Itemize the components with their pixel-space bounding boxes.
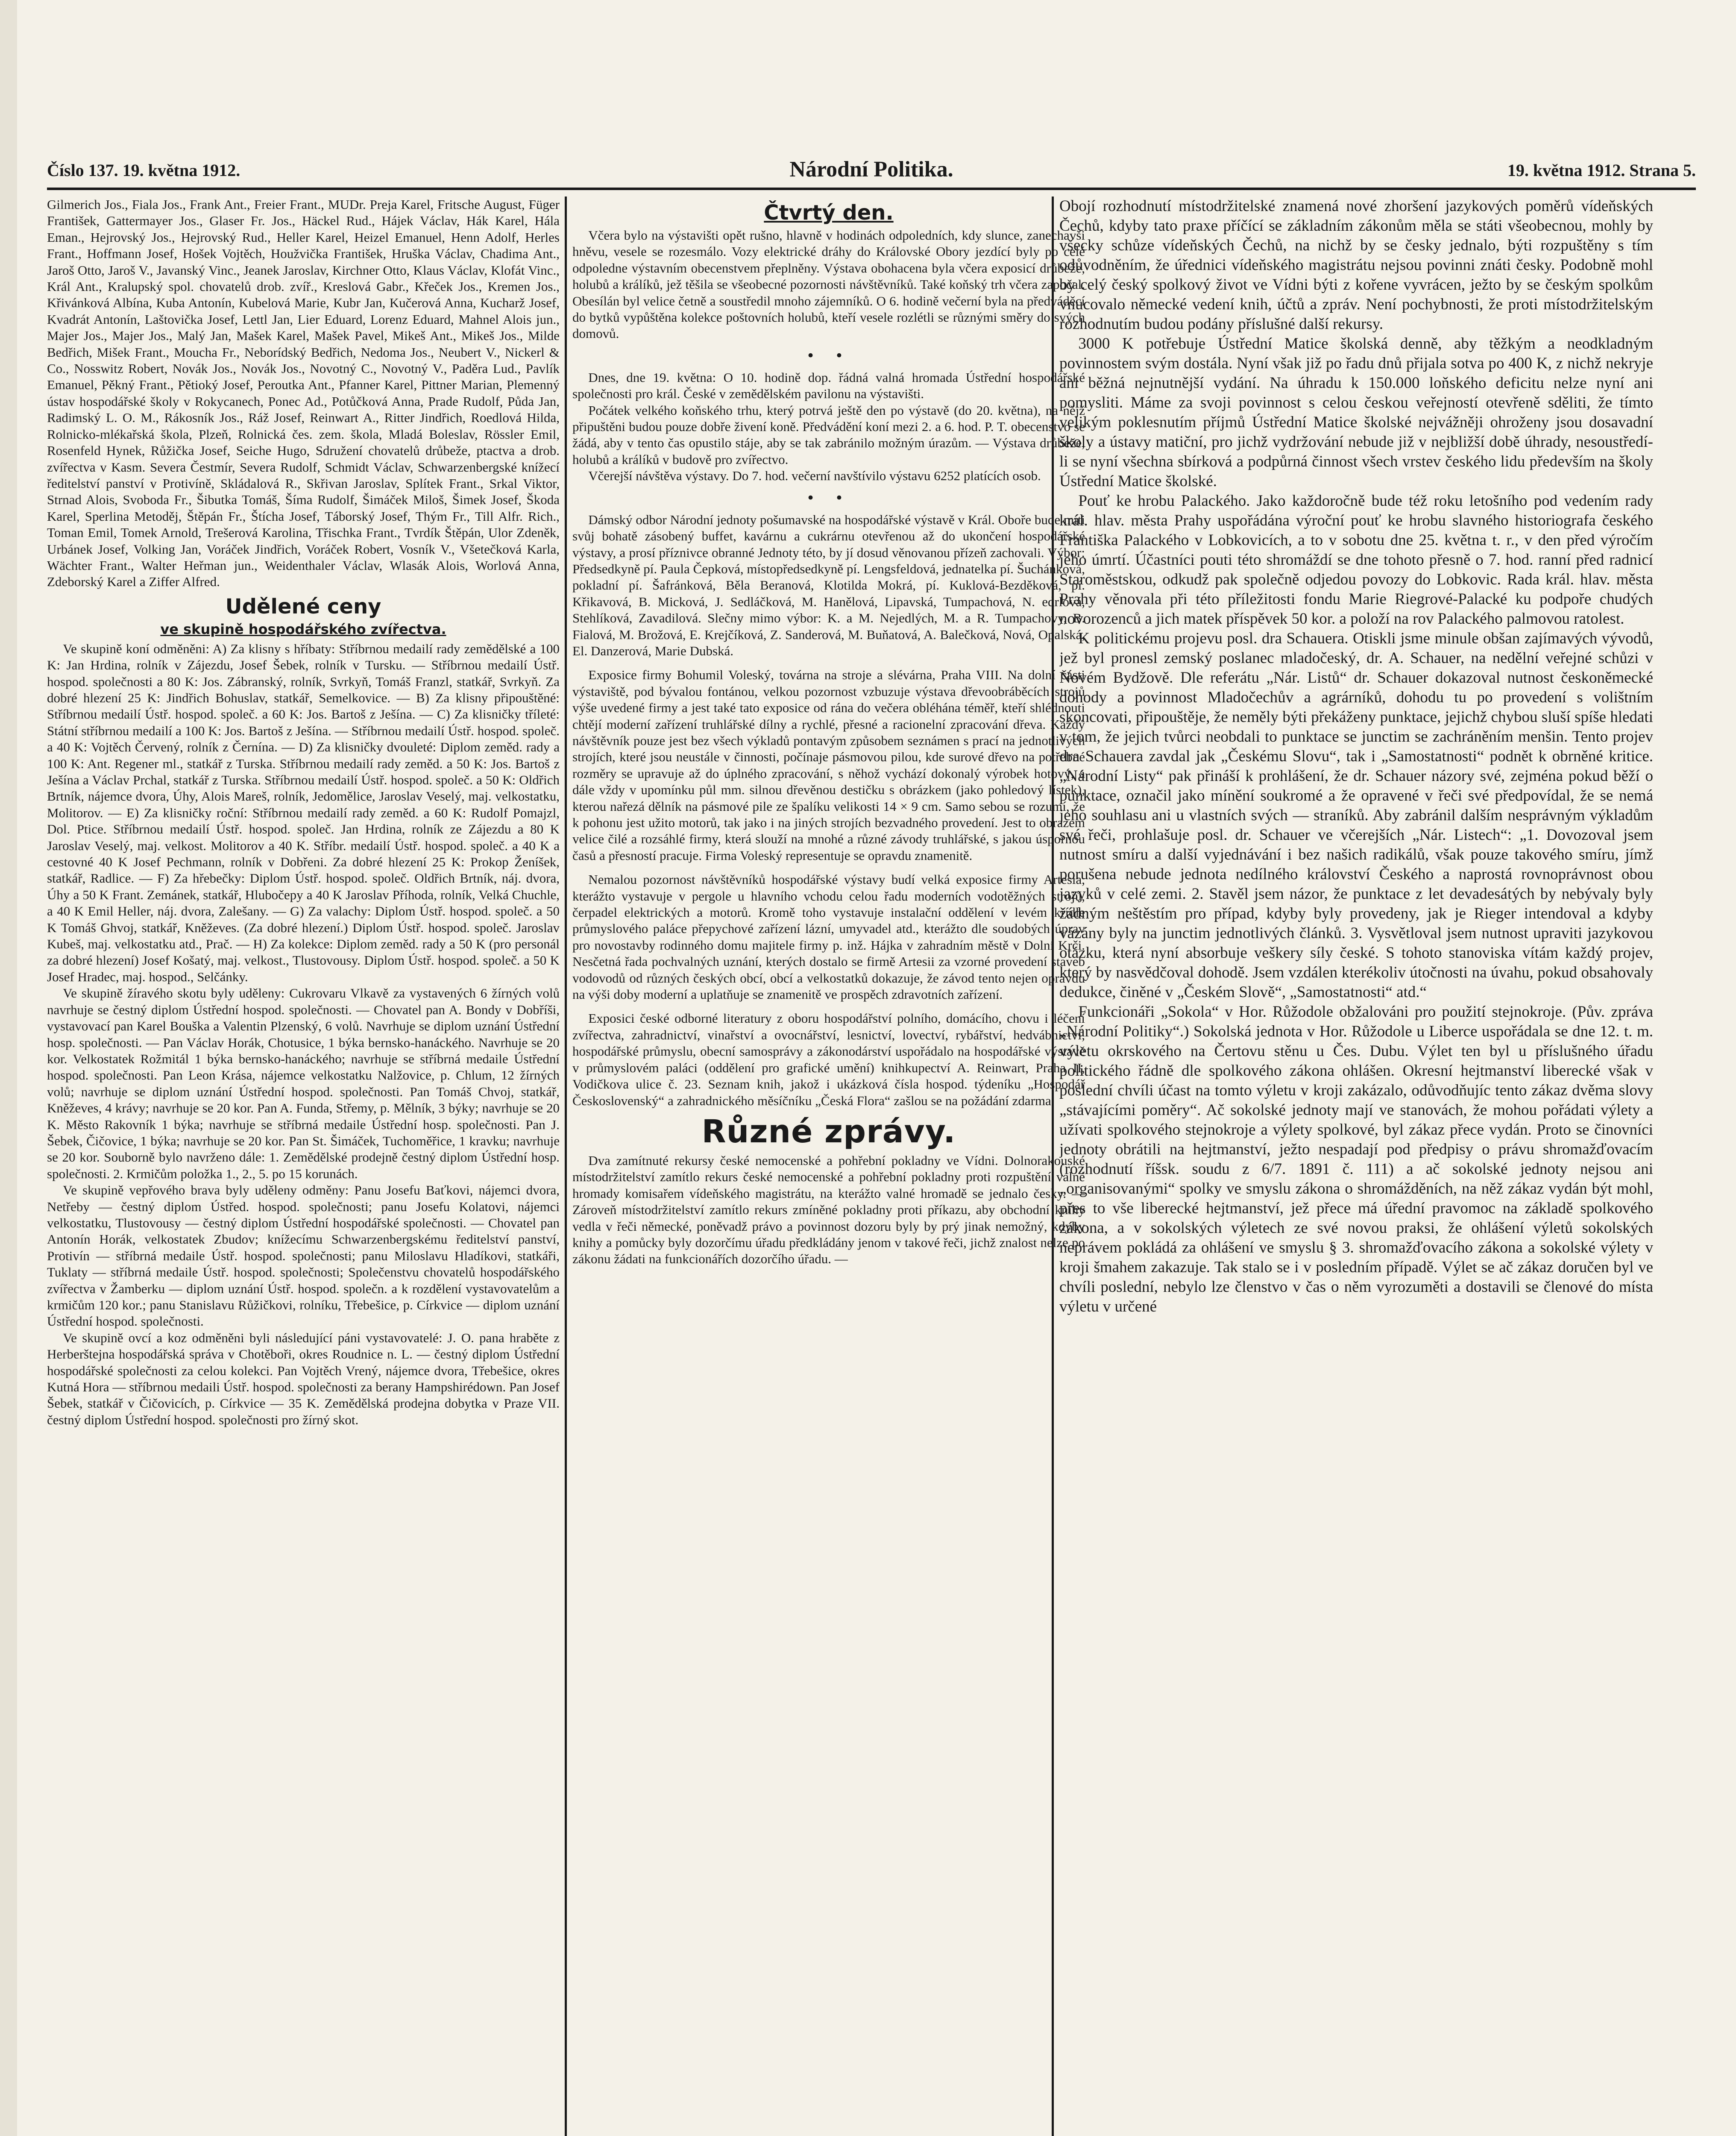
page-header xyxy=(47,156,1696,186)
scan-edge xyxy=(0,0,17,2136)
paragraph: Počátek velkého koňského trhu, který potrvá ještě den po výstavě (do 20. května), na nějž připuštěni budou pouze dobře živení koně. Předvádění koní mezi 2. a 6. hod. P. T. obecenstvo se žádá, aby v tento čas opustilo stáje, aby se tak zabránilo možným úrazům. — Výstava drůbeže, holubů a králíků v budově pro zvířectvo. xyxy=(572,402,1085,467)
section-heading-fourth-day: Čtvrtý den. xyxy=(764,201,894,225)
paragraph: Funkcionáři „Sokola“ v Hor. Růžodole obžalováni pro použití stejnokroje. (Pův. zpráva „Národní Politiky“.) Sokolská jednota v Hor. Růžodole u Liberce uspořádala se dne 12. t. m. výletu okrskového na Čertovu stěnu u Čes. Dubu. Výlet ten byl u příslušného úřadu politického řádně dle spolkového zákona ohlášen. Okresní hejtmanství liberecké však v poslední chvíli účast na tomto výletu v kroji zakázalo, odůvodňujíc tento zákaz dvěma slovy „stávajícími poměry“. Ač sokolské jednoty mají ve stanovách, že mohou pořádati výlety a užívati spolkového stejnokroje a výlety spolkové, byl zákaz přece vydán. Proto se činovníci jednoty obrátili na hejtmanství, ježto nespadají pod předpisy o právu shromažďovacím (rozhodnutí říšsk. soudu z 6/7. 1891 č. 111) a ač sokolské jednoty nejsou ani „organisovanými“ spolky ve smyslu zákona o shromážděních, na něž zákaz vydán být mohl, přes to vše liberecké hejtmanství, jež přece má úřední pravomoc na základě spolkového zákona, a v sokolských výletech ze své novou praksi, že ohlášení výletů sokolských neprávem pokládá za ohlášení ve smyslu § 3. shromažďovacího zákona a sokolské výlety v kroji šmahem zakazuje. Tak stalo se i v posledním případě. Výlet se ač zákaz doručen byl ve chvíli poslední, nebylo lze členstvo v čas o něm vyrozuměti a dostavili se členové do místa výletu v určené xyxy=(1059,1003,1653,1315)
paragraph-literature: Exposici české odborné literatury z oboru hospodářství polního, domácího, chovu i léčení zvířectva, zahradnictví, vinařství a ovocnářství, lesnictví, lovectví, rybářství, hedvábnictví, hospodářské průmyslu, obecní samosprávy a zákonodárství uspořádalo na hospodářské výstavě v průmyslovém paláci (oddělení pro grafické umění) knihkupectví A. Reinwart, Praha II, Vodičkova ulice č. 23. Seznam knih, jakož i ukázková čísla hospod. týdeníku „Hospodář Československý“ a zahradnického měsíčníku „Česká Flora“ zašlou se na požádání zdarma. xyxy=(572,1011,1085,1108)
column-3 xyxy=(1059,197,1653,2136)
separator-dots: • • xyxy=(806,347,851,364)
date-page-right: 19. května 1912. Strana 5. xyxy=(1507,161,1696,180)
exhibitor-list: Gilmerich Jos., Fiala Jos., Frank Ant., Freier Frant., MUDr. Preja Karel, Fritsche August, Füger František, Gattermayer Jos., Glaser Fr. Jos., Häckel Rud., Hájek Václav, Hák Karel, Hála Eman., Hejrovský Jos., Hejrovský Rud., Heller Karel, Heizel Emanuel, Henn Adolf, Herles Frant., Hoffmann Josef, Hošek Vojtěch, Houžvička František, Hruška Václav, Chadima Ant., Jaroš Otto, Jaroš V., Javanský Vinc., Jeanek Jaroslav, Kirchner Otto, Klaus Václav, Klofát Vinc., Král Ant., Kralupský spol. chovatelů drob. zvíř., Kreslová Gabr., Křeček Jos., Kremen Jos., Křivánková Albína, Kuba Antonín, Kubelová Marie, Kubr Jan, Kučerová Anna, Kucharž Josef, Kvadrát Antonín, Laštovička Josef, Lettl Jan, Lier Eduard, Lorenz Eduard, Mahnel Alois jun., Majer Jos., Majer Jos., Malý Jan, Mašek Karel, Mašek Pavel, Mikeš Ant., Mikeš Jos., Milde Bedřich, Mišek Frant., Moucha Fr., Neborídský Bedřich, Nedoma Jos., Neubert V., Nickerl & Co., Nosswitz Robert, Novák Jos., Novák Jos., Novotný C., Novotný V., Paděra Lud., Pavlík Emanuel, Pěkný Frant., Pětioký Josef, Peroutka Ant., Pfanner Karel, Pittner Marian, Plemenný ústav hospodářské školy v Rokycanech, Ponec Ad., Potůčková Anna, Prade Rudolf, Půda Jan, Radimský L. O. M., Rákosník Jos., Ráž Josef, Reinwart A., Ritter Jindřich, Roedlová Hilda, Rolnicko-mlékařská škola, Plzeň, Rolnická čes. zem. škola, Mladá Boleslav, Rössler Emil, Rosenfeld Hynek, Růžička Josef, Seiche Hugo, Sdružení chovatelů drůbeže, ptactva a drob. zvířectva v Kasm. Severa Čestmír, Severa Rudolf, Schmidt Václav, Schwarzenbergské knížecí ředitelství panství v Protivíně, Skládalová R., Skřivan Jaroslav, Splítek Frant., Srkal Viktor, Strnad Alois, Svoboda Fr., Šibutka Tomáš, Šíma Rudolf, Šimáček Miloš, Šimek Josef, Škoda Karel, Sperlina Metoděj, Štěpán Fr., Štícha Josef, Táborský Josef, Thým Fr., Till Alfr. Rich., Toman Emil, Tomek Arnold, Trešerová Karolina, Třischka Frant., Tvrdík Štěpán, Ulor Zdeněk, Urbánek Josef, Volking Jan, Voráček Jindřich, Voráček Robert, Vosník V., Všetečková Karla, Wächter Frant., Walter Heřman jun., Weidenthaler Václav, Wlasák Alois, Worlová Anna, Zdeborský Karel a Ziffer Alfred. xyxy=(47,197,560,590)
paragraph: Pouť ke hrobu Palackého. Jako každoročně bude též roku letošního pod vedením rady král. hlav. města Prahy uspořádána výroční pouť ke hrobu slavného historiografa českého Františka Palackého v Lobkovicích, a to v sobotu dne 25. května t. r., v den před výročím jeho úmrtí. Účastníci pouti této shromáždí se dne tohoto přesně o 7. hod. ranní před radnicí Staroměstskou, odkudž pak společně odjedou povozy do Lobkovic. Rada král. hlav. města Prahy věnovala při této příležitosti fondu Marie Riegrové-Palacké ku podpoře chudých novorozenců a jich matek příspěvek 50 kor. a položí na rov Palackého palmovou ratolest. xyxy=(1059,492,1653,628)
issue-date-left: Číslo 137. 19. května 1912. xyxy=(47,161,240,180)
paragraph: Ve skupině ovcí a koz odměněni byli následující páni vystavovatelé: J. O. pana hraběte z Herberštejna hospodářská správa v Chotěboři, okres Roudnice n. L. — čestný diplom Ústřední hospodářské společnosti za celou kolekci. Pan Vojtěch Vrený, nájemce dvora, Třebešice, okres Kutná Hora — stříbrnou medaili Ústř. hospod. společnosti za berany Hampshirédown. Pan Josef Šebek, statkář v Čičovicích, p. Církvice — 35 K. Zemědělská prodejna dobytka v Praze VII. čestný diplom Ústřední hospod. společnosti pro žírný skot. xyxy=(47,1330,560,1427)
section-heading-awards: Udělené ceny xyxy=(225,594,381,619)
column-2 xyxy=(572,197,1085,2136)
column-1 xyxy=(47,197,560,2136)
paragraph: Ve skupině vepřového brava byly uděleny odměny: Panu Josefu Baťkovi, nájemci dvora, Netřeby — čestný diplom Ústřed. hospod. společnosti; panu Josefu Kolatovi, nájemci velkostatku, Tlustovousy — čestný diplom Ústřední hospodářské společnosti. — Chovatel pan Antonín Horák, velkostatek Zbudov; knížecímu Schwarzenbergskému ředitelství panství, Protivín — stříbrná medaile Ústř. hospod. společnosti; panu Miloslavu Hladíkovi, statkáři, Tuklaty — stříbrná medaile Ústř. hospod. společnosti; Společenstvu chovatelů hospodářského zvířectva v Žamberku — diplom uznání Ústř. hospod. společn. a k rozdělení vystavovatelům a krmičům 120 kor.; panu Stanislavu Růžičkovi, rolníku, Třebešice, p. Církvice — diplom uznání Ústřední hospod. společnosti. xyxy=(47,1182,560,1329)
paragraph: Včera bylo na výstavišti opět rušno, hlavně v hodinách odpoledních, kdy slunce, zanechavši hněvu, vesele se rozesmálo. Vozy elektrické dráhy do Královské Obory jezdící byly po celé odpoledne výstavním obecenstvem přeplněny. Výstava obohacena byla včera exposicí drůbeže, holubů a králíků, jež těšila se všeobecné pozornosti návštěvníků. Také koňský trh včera započal. Obesílán byl velice četně a soustředil mnoho zájemníků. O 6. hodině večerní byla na předváděcí do bytků vypůštěna kolekce poštovních holubů, kteří vesele rozlétli se různými směry do svých domovů. xyxy=(572,228,1085,341)
separator-dots: • • xyxy=(806,489,851,507)
paragraph: Včerejší návštěva výstavy. Do 7. hod. večerní navštívilo výstavu 6252 platících osob. xyxy=(588,468,1041,484)
column-rule xyxy=(565,197,567,2136)
paragraph: Dva zamítnuté rekursy české nemocenské a pohřební pokladny ve Vídni. Dolnorakouské místodržitelství zamítlo rekurs české nemocenské a pohřební pokladny proti rozpuštění valné hromady komisařem vídeňského magistrátu, na kterážto valné hromadě se jednalo česky. — Zároveň místodržitelství zamítlo rekurs zmíněné pokladny proti příkazu, aby obchodní knihy vedla v řeči německé, poněvadž právo a povinnost dozoru byly by prý jinak nemožný, kdyby knihy a pomůcky byly dozorčímu úřadu předkládány jenom v takové řeči, jichž znalost nelze po zákonu žádati na funkcionářích dozorčího úřadu. — xyxy=(572,1153,1085,1267)
section-heading-various-news: Různé zprávy. xyxy=(701,1113,956,1150)
paragraph: K politickému projevu posl. dra Schauera. Otiskli jsme minule obšan zajímavých vývodů, jež byl pronesl zemský poslanec mladočeský, dr. A. Schauer, na nedělní veřejné schůzi v Novém Bydžově. Dle referátu „Nár. Listů“ dr. Schauer dokazoval nutnost českoněmecké dohody a povinnost Mladočechův a agrárníků, dohodu tu po provedení s volištním skoncovati, připouštěje, že neměly býti překáženy punktace, jejichž chybou sluší spíše hledati v tom, že jejich tvůrci neobdali to punktace se junctim se zachráněním menšin. Tento projev dra Schauera zavdal jak „Českému Slovu“, tak i „Samostatnosti“ podnět k obrněné kritice. „Národní Listy“ pak přináší k prohlášení, že dr. Schauer názory své, zejména pokud běží o punktace, označil jako mínění soukromé a že opravené v řeči své předpovídal, že se nemá jeho souhlasu ani u vlastních svých — straníků. Aby zabránil dalším nesprávným výkladům své řeči, prohlašuje posl. dr. Schauer ve včerejších „Nár. Listech“: „1. Dovozoval jsem nutnost smíru a další vyjednávání i bez našich radikálů, však pouze takového smíru, jímž porušena nebude jednota nedílného království Českého a naprostá rovnoprávnost obou jazyků v celé zemi. 2. Stavěl jsem názor, že punktace z let devadesátých by nebývaly byly žádným neštěstím pro případ, kdyby byly provedeny, jak je Rieger intendoval a kdyby vázány byly na junctim jednotlivých článků. 3. Vysvětloval jsem nutnost upraviti jazykovou otázku, která nyní absorbuje veškery síly české. S tohoto stanoviska vítám každý projev, který by nasvědčoval dohodě. Jsem vzdálen kterékoliv útočnosti na úvahu, pokud obsahovaly dedukce, činěné v „Českém Slově“, „Samostatnosti“ atd.“ xyxy=(1059,630,1653,1001)
paragraph: Exposice firmy Bohumil Voleský, továrna na stroje a slévárna, Praha VIII. Na dolní části výstaviště, pod bývalou fontánou, velkou pozornost vzbuzuje výstava dřevoobráběcích strojů výše uvedené firmy a jest také tato exposice od rána do večera obléhána téměř, kteří shlédnouti chtějí moderní zařízení truhlářské dílny a rychlé, přesné a racionelní zpracování dřeva. Každý návštěvník pouze jest bez všech výkladů pontavým způsobem seznámen s prací na jednotlivých strojích, které jsou neustále v činnosti, počínaje pásmovou pilou, kde surové dřevo na potřebné rozměry se upravuje až do úplného zpracování, s něhož vychází dokonalý výrobek hotový, a dále vždy v upomínku půl mm. silnou dřevěnou destičku s obrázkem (jako pohledový lístek), kterou nařezá dělník na pásmové pile ze špalíku velikosti 14 × 9 cm. Samo sebou se rozumí, že k pohonu jest užito motorů, tak jako i na jiných strojích bezvadného provedení. Jest to obrazem velice čilé a rozsáhlé firmy, která slouží na mnohé a různé závody truhlářské, s jakou úspornou časů a přesností pracuje. Firma Voleský representuje se opravdu znamenitě. xyxy=(572,667,1085,863)
paragraph: Ve skupině žíravého skotu byly uděleny: Cukrovaru Vlkavě za vystavených 6 žírných volů navrhuje se čestný diplom Ústřední hospod. společnosti. — Chovatel pan A. Bondy v Dobříši, vystavovací pan Karel Bouška a Valentin Plzenský, 6 volů. Navrhuje se diplom uznání Ústřední hosp. společnosti. — Pan Václav Horák, Chotusice, 1 býka bernsko-hanáckého. Navrhuje se 20 kor. Velkostatek Rožmitál 1 býka bernsko-hanáckého; navrhuje se stříbrná medaile Ústřední hospod. společnosti. Pan Leon Krása, nájemce velkostatku Nalžovice, p. Chlum, 12 žírných volů; navrhuje se diplom uznání Ústřední hospod. společnosti. Pan Tomáš Chvoj, statkář, Kněževes, 4 krávy; navrhuje se 20 kor. Pan A. Funda, Střemy, p. Mělník, 3 býky; navrhuje se 20 K. Město Rakovník 1 býka; navrhuje se stříbrná medaile Ústřední hosp. společnosti. Pan J. Šebek, Čičovice, 1 býka; navrhuje se 20 kor. Pan St. Šimáček, Tuchoměřice, 1 kravku; navrhuje se 20 kor. Souborně bylo navrženo dále: 1. Zemědělské prodejně čestný diplom Ústřední hosp. společnosti. 2. Krmičům položka 1., 2., 5. po 15 korunách. xyxy=(47,986,560,1181)
paragraph: Ve skupině koní odměněni: A) Za klisny s hříbaty: Stříbrnou medailí rady zemědělské a 100 K: Jan Hrdina, rolník v Zájezdu, Josef Šebek, rolník v Tursku. — Stříbrnou medailí Ústř. hospod. společnosti a 80 K: Jos. Zábranský, rolník, Svrkyň, Tomáš Franzl, statkář, Svrkyň. Za dobré hlezení 25 K: Jindřich Bohuslav, statkář, Semelkovice. — B) Za klisny připouštěné: Stříbrnou medailí Ústř. hospod. společ. a 60 K: Jos. Bartoš z Ješína. — C) Za klisničky tříleté: Státní stříbrnou medailí a 100 K: Jos. Bartoš z Ješína. — Stříbrnou medailí Ústř. hospod. společ. a 40 K: Vojtěch Červený, rolník z Černína. — D) Za klisničky dvouleté: Diplom zeměd. rady a 100 K: Ant. Regener ml., statkář z Turska. Stříbrnou medailí rady zeměd. a 50 K: Jos. Bartoš z Ješína a Václav Prchal, statkář z Turska. Stříbrnou medailí Ústř. hospod. společ. a 50 K: Oldřich Brtník, nájemce dvora, Úhy, Alois Mareš, rolník, Jedomělice, Jaroslav Veselý, maj. velkostatku, Molitorov. — E) Za klisničky roční: Stříbrnou medailí rady zeměd. a 60 K: Rudolf Pomajzl, Dol. Ptice. Stříbrnou medailí Ústř. hospod. společ. Jan Hrdina, rolník ze Zájezdu a 80 K Jaroslav Veselý, maj. velkost. Molitorov a 40 K. Stříbr. medailí Ústř. hospod. společ. a 40 K a cestovné 40 K Josef Pechmann, rolník v Dobřeni. Za dobré hlezení 25 K: Prokop Ženíšek, statkář, Radlice. — F) Za hřebečky: Diplom Ústř. hospod. společ. Oldřich Brtník, náj. dvora, Úhy a 50 K Frant. Zemánek, statkář, Hlubočepy a 40 K Jaroslav Příhoda, rolník, Velká Chuchle, a 40 K Emil Heller, náj. dvora, Zalešany. — G) Za valachy: Diplom Ústř. hospod. společ. a 50 K Tomáš Ghvoj, statkář, Kněževes. (Za dobré hlezení.) Diplom Ústř. hospod. společ. Jaroslav Kubeš, maj. velkostatku atd., Prač. — H) Za kolekce: Diplom zeměd. rady a 50 K (pro personál za dobré hlezení) Josef Košatý, maj. velkost., Tlustovousy. Diplom Ústř. hospod. společ. a 50 K Josef Hradec, maj. hospod., Selčánky. xyxy=(47,641,560,984)
paragraph: Dnes, dne 19. května: O 10. hodině dop. řádná valná hromada Ústřední hospodářské společnosti pro král. České v zemědělském pavilonu na výstavišti. xyxy=(572,370,1085,402)
paragraph: Obojí rozhodnutí místodržitelské znamená nové zhoršení jazykových poměrů vídeňských Čechů, kdyby tato praxe příčící se základním zákonům měla se státi všeobecnou, mohly by všecky schůze vídeňských Čechů, na nichž by se česky jednalo, býti rozpuštěny s tím odůvodněním, že úřednici vídeňského magistrátu nejsou povinni znáti česky. Podobně mohl by celý český spolkový život ve Vídni býti z kořene vyvrácen, ježto by se českým spolkům vnucovalo německé vedení knih, účtů a zpráv. Není pochybnosti, že proti místodržitelským rozhodnutím budou podány příslušné další rekursy. xyxy=(1059,197,1653,333)
paragraph: Dámský odbor Národní jednoty pošumavské na hospodářské výstavě v Král. Oboře bude míti svůj bohatě zásobený buffet, kavárnu a cukrárnu otevřenou až do ukončení hospodářské výstavy, a prosí příznivce obranné Jednoty této, by jí dosud věnovanou přízeň zachovali. Výbor: Předsedkyně pí. Paula Čepková, místopředsedkyně pí. Lengsfeldová, jednatelka pí. Šuchánková, pokladní pí. Šafránková, Běla Beranová, Klotilda Mokrá, pí. Kuklová-Bezděková, pí. Křikavová, B. Micková, J. Sedláčková, M. Hanělová, Lipavská, Tumpachová, N. edrlová, Stehlíková, Zavadilová. Slečny mimo výbor: K. a M. Nejedlých, M. a R. Tumpachovy, B. Fialová, M. Brožová, E. Krejčíková, Z. Sanderová, M. Buňatová, A. Balečková, Nová, Opalská, El. Danzerová, Marie Dubská. xyxy=(572,512,1085,658)
section-subheading-awards: ve skupině hospodářského zvířectva. xyxy=(160,621,446,637)
paragraph: 3000 K potřebuje Ústřední Matice školská denně, aby těžkým a neodkladným povinnostem svým dostála. Nyní však již po řadu dnů přijala sotva po 400 K, z nichž nekryje ani běžná nejnutnější vydání. Na úhradu k 150.000 loňského deficitu nelze nyní ani pomysliti. Máme za svoji povinnost s celou českou veřejností otevřeně sděliti, že tímto velikým poklesnutím příjmů Ústřední Matice školské nejvážněji ohroženy jsou dosavadní školy a ústavy matiční, pro jichž vydržování nebude již v nejbližší době úhrady, nesoustředí-li se nyní všechna sbírková a podpůrná činnost všech vrstev českého lidu především na školy Ústřední Matice školské. xyxy=(1059,335,1653,490)
masthead-title: Národní Politika. xyxy=(789,157,953,182)
paragraph: Nemalou pozornost návštěvníků hospodářské výstavy budí velká exposice firmy Artesia, kterážto vystavuje v pergole u hlavního vchodu celou řadu moderních vodotěžných strojů, čerpadel elektrických a motorů. Kromě toho vystavuje instalační oddělení v levém křídle průmyslového paláce přepychové zařízení lázní, umyvadel atd., kterážto dle soudobých úprav pro novostavby rodinného domu majitele firmy p. inž. Hájka v zahradním městě v Dolní Krči. Nesčetná řada pochvalných uznání, kterých dostalo se firmě Artesii za vzorné provedení staveb vodovodů od různých českých obcí, obcí a velkostatků dokazuje, že závod tento nejen opravdu na výši doby moderní a uplatňuje se znamenitě ve prospěch zdravotních zařízení. xyxy=(572,872,1085,1002)
header-rule xyxy=(47,188,1696,190)
